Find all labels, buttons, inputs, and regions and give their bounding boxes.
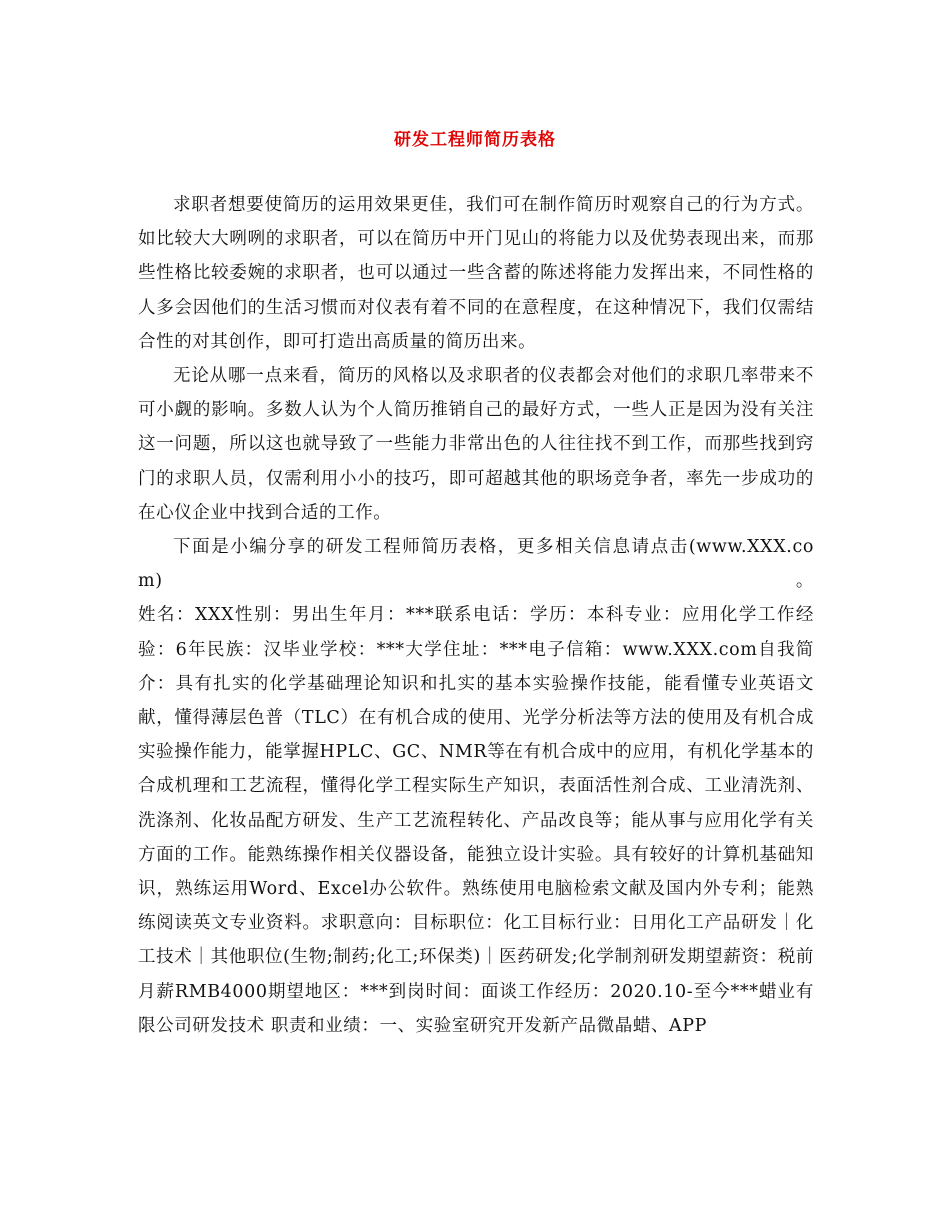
- paragraph-intro-link: 下面是小编分享的研发工程师简历表格，更多相关信息请点击(www.XXX.com)。: [138, 537, 814, 592]
- document-title: 研发工程师简历表格: [394, 130, 556, 150]
- paragraph-resume-impact: 无论从哪一点来看，简历的风格以及求职者的仪表都会对他们的求职几率带来不可小觑的影响。多数人认为个人简历推销自己的最好方式，一些人正是因为没有关注这一问题，所以这也就导致了一些能力非常出色的人往往找不到工作，而那些找到窍门的求职人员，仅需利用小小的技巧，即可超越其他的职场竞争者，率先一步成功的在心仪企业中找到合适的工作。: [138, 366, 814, 523]
- document-body: [138, 188, 814, 1043]
- paragraph-resume-style: 求职者想要使简历的运用效果更佳，我们可在制作简历时观察自己的行为方式。如比较大大咧咧的求职者，可以在简历中开门见山的将能力以及优势表现出来，而那些性格比较委婉的求职者，也可以通过一些含蓄的陈述将能力发挥出来，不同性格的人多会因他们的生活习惯而对仪表有着不同的在意程度，在这种情况下，我们仅需结合性的对其创作，即可打造出高质量的简历出来。: [138, 195, 814, 352]
- paragraph-resume-details: 姓名：XXX性别：男出生年月：***联系电话：学历：本科专业：应用化学工作经验：6年民族：汉毕业学校：***大学住址：***电子信箱：www.XXX.com自我简介：具有扎实的化学基础理论知识和扎实的基本实验操作技能，能看懂专业英语文献，懂得薄层色普（TLC）在有机合成的使用、光学分析法等方法的使用及有机合成实验操作能力，能掌握HPLC、GC、NMR等在有机合成中的应用，有机化学基本的合成机理和工艺流程，懂得化学工程实际生产知识，表面活性剂合成、工业清洗剂、洗涤剂、化妆品配方研发、生产工艺流程转化、产品改良等；能从事与应用化学有关方面的工作。能熟练操作相关仪器设备，能独立设计实验。具有较好的计算机基础知识，熟练运用Word、Excel办公软件。熟练使用电脑检索文献及国内外专利；能熟练阅读英文专业资料。求职意向：目标职位：化工目标行业：日用化工产品研发｜化工技术｜其他职位(生物;制药;化工;环保类)｜医药研发;化学制剂研发期望薪资：税前月薪RMB4000期望地区：***到岗时间：面谈工作经历：2020.10-至今***蜡业有限公司研发技术 职责和业绩：一、实验室研究开发新产品微晶蜡、APP: [138, 605, 814, 1036]
